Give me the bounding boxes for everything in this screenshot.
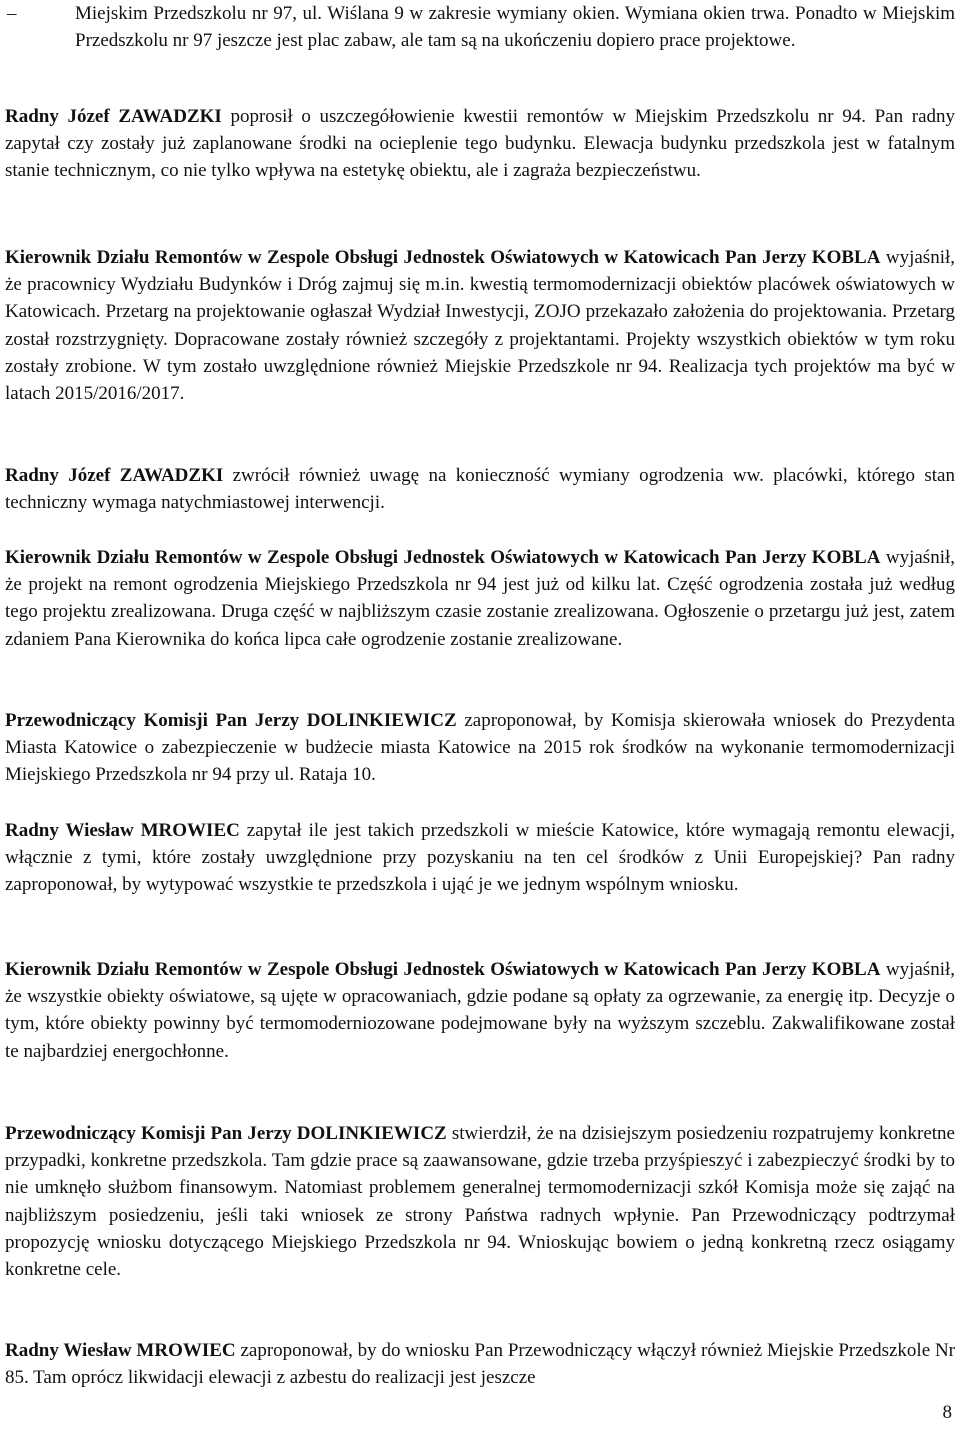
list-dash: – bbox=[7, 3, 17, 24]
paragraph bbox=[5, 244, 955, 407]
paragraph bbox=[5, 707, 955, 789]
speaker-name: Przewodniczący Komisji Pan Jerzy DOLINKIEWICZ bbox=[5, 1123, 447, 1144]
paragraph bbox=[5, 1120, 955, 1283]
speaker-name: Radny Wiesław MROWIEC bbox=[5, 1340, 236, 1361]
paragraph-text: zaproponował, by do wniosku Pan Przewodniczący włączył również Miejskie Przedszkole Nr 85. Tam oprócz likwidacji elewacji z azbestu do realizacji jest jeszcze bbox=[5, 1340, 956, 1389]
paragraph-text: poprosił o uszczegółowienie kwestii remontów w Miejskim Przedszkolu nr 94. Pan radny zapytał czy zostały już zaplanowane środki na ocieplenie tego budynku. Elewacja budynku przedszkola jest w fatalnym stanie technicznym, co nie tylko wpływa na estetykę obiektu, ale i zagraża bezpieczeństwu. bbox=[5, 106, 956, 182]
page-number: 8 bbox=[942, 1402, 952, 1423]
paragraph bbox=[5, 956, 955, 1065]
speaker-name: Radny Józef ZAWADZKI bbox=[5, 106, 222, 127]
paragraph bbox=[5, 1337, 955, 1391]
paragraph-text: zwrócił również uwagę na konieczność wymiany ogrodzenia ww. placówki, którego stan techniczny wymaga natychmiastowej interwencji. bbox=[5, 465, 955, 514]
paragraph bbox=[5, 544, 955, 653]
paragraph bbox=[5, 462, 955, 516]
dash-list-item bbox=[5, 0, 955, 54]
paragraph-text: wyjaśnił, że wszystkie obiekty oświatowe, są ujęte w opracowaniach, gdzie podane są opłaty za ogrzewanie, za energię itp. Decyzje o tym, które obiekty powinny być termomoderniozowane podejmowane były na wyższym szczeblu. Zakwalifikowane został te najbardziej energochłonne. bbox=[5, 959, 955, 1062]
paragraph-text: zapytał ile jest takich przedszkoli w mieście Katowice, które wymagają remontu elewacji, włącznie z tymi, które zostały uwzględnione przy pozyskaniu na ten cel środków z Unii Europejskiej? Pan radny zaproponował, by wytypować wszystkie te przedszkola i ująć je we jednym wspólnym wniosku. bbox=[5, 820, 955, 896]
speaker-name: Radny Wiesław MROWIEC bbox=[5, 820, 240, 841]
paragraph-text: stwierdził, że na dzisiejszym posiedzeniu rozpatrujemy konkretne przypadki, konkretne przedszkola. Tam gdzie prace są zaawansowane, gdzie trzeba przyśpieszyć i zabezpieczyć środki by to nie umknęło służbom finansowym. Natomiast problemem generalnej termomodernizacji szkół Komisja może się zająć na najbliższym posiedzeniu, jeśli taki wniosek ze strony Państwa radnych wpłynie. Pan Przewodniczący podtrzymał propozycję wniosku dotyczącego Miejskiego Przedszkola nr 94. Wnioskując bowiem o jedną konkretną rzecz osiągamy konkretne cele. bbox=[5, 1123, 955, 1281]
paragraph-text: wyjaśnił, że pracownicy Wydziału Budynków i Dróg zajmuj się m.in. kwestią termomodernizacji obiektów placówek oświatowych w Katowicach. Przetarg na projektowanie ogłaszał Wydział Inwestycji, ZOJO przekazało założenia do projektowania. Przetarg został rozstrzygnięty. Dopracowane zostały również szczegóły z projektantami. Projekty wszystkich obiektów w tym roku zostały zrobione. W tym zostało uwzględnione również Miejskie Przedszkole nr 94. Realizacja tych projektów ma być w latach 2015/2016/2017. bbox=[5, 247, 955, 405]
paragraph bbox=[5, 103, 955, 185]
paragraph-text: wyjaśnił, że projekt na remont ogrodzenia Miejskiego Przedszkola nr 94 jest już od kilku lat. Część ogrodzenia została już według tego projektu zrealizowana. Druga część w najbliższym czasie zostanie zrealizowana. Ogłoszenie o przetargu już jest, zatem zdaniem Pana Kierownika do końca lipca całe ogrodzenie zostanie zrealizowane. bbox=[5, 547, 955, 650]
speaker-name: Kierownik Działu Remontów w Zespole Obsługi Jednostek Oświatowych w Katowicach Pan Jerzy KOBLA bbox=[5, 547, 881, 568]
paragraph-text: zaproponował, by Komisja skierowała wniosek do Prezydenta Miasta Katowice o zabezpieczenie w budżecie miasta Katowice na 2015 rok środków na wykonanie termomodernizacji Miejskiego Przedszkola nr 94 przy ul. Rataja 10. bbox=[5, 710, 956, 786]
speaker-name: Kierownik Działu Remontów w Zespole Obsługi Jednostek Oświatowych w Katowicach Pan Jerzy KOBLA bbox=[5, 247, 881, 268]
speaker-name: Przewodniczący Komisji Pan Jerzy DOLINKIEWICZ bbox=[5, 710, 457, 731]
paragraph bbox=[5, 817, 955, 899]
speaker-name: Radny Józef ZAWADZKI bbox=[5, 465, 224, 486]
speaker-name: Kierownik Działu Remontów w Zespole Obsługi Jednostek Oświatowych w Katowicach Pan Jerzy KOBLA bbox=[5, 959, 881, 980]
list-item-text: Miejskim Przedszkolu nr 97, ul. Wiślana 9 w zakresie wymiany okien. Wymiana okien trwa. Ponadto w Miejskim Przedszkolu nr 97 jeszcze jest plac zabaw, ale tam są na ukończeniu dopiero prace projektowe. bbox=[75, 3, 955, 52]
